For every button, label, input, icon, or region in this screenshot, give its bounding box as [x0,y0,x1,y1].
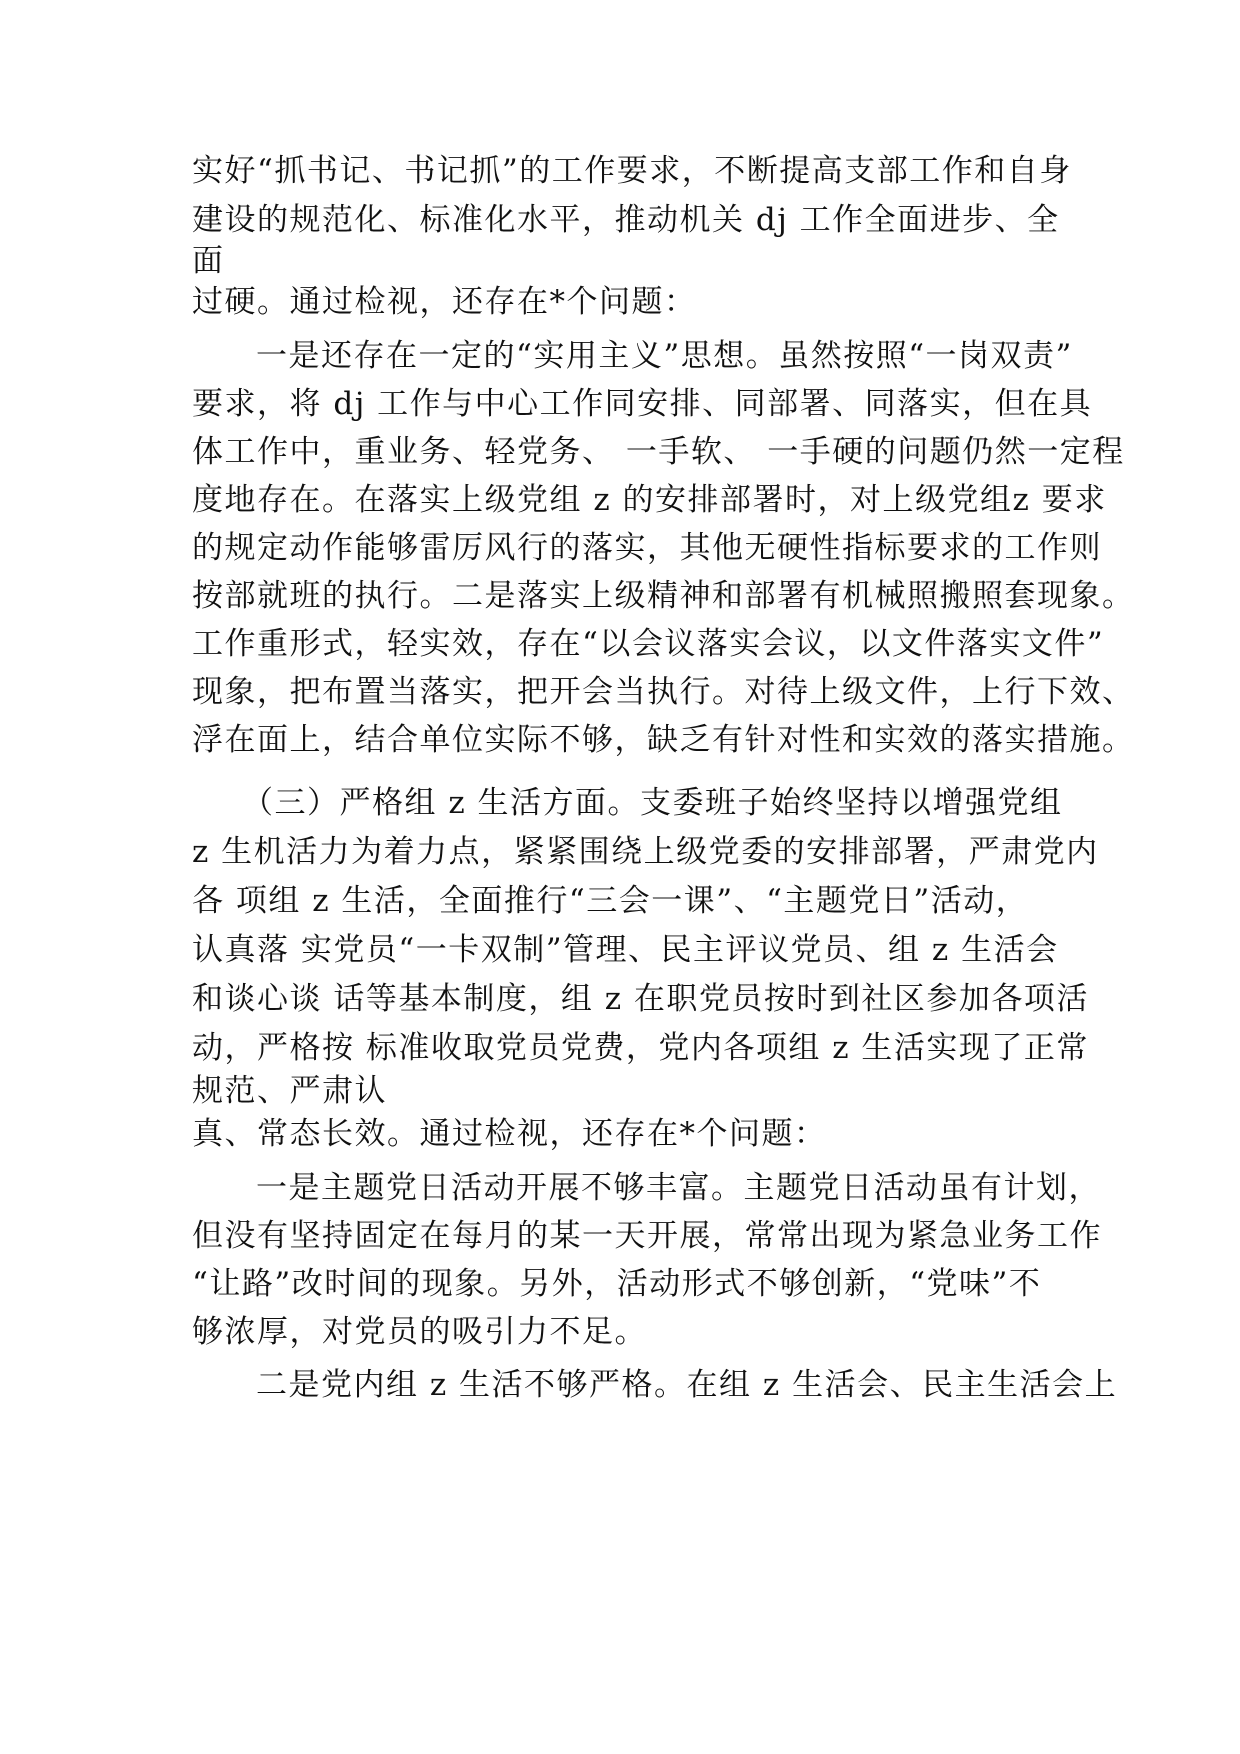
text-line: 建设的规范化、标准化水平，推动机关 dj 工作全面进步、全 [192,202,1060,238]
text-line: 按部就班的执行。二是落实上级精神和部署有机械照搬照套现象。 [192,578,1135,614]
text-line: 面 [192,243,225,279]
text-line: 现象，把布置当落实，把开会当执行。对待上级文件，上行下效、 [192,674,1135,710]
text-line: 过硬。通过检视，还存在*个问题： [192,284,697,320]
paragraph-first-line: 一是还存在一定的“实用主义”思想。虽然按照“一岗双责” [256,338,1073,374]
text-line: 规范、严肃认 [192,1073,387,1109]
text-line: 但没有坚持固定在每月的某一天开展，常常出现为紧急业务工作 [192,1218,1102,1254]
text-line: 浮在面上，结合单位实际不够，缺乏有针对性和实效的落实措施。 [192,722,1135,758]
text-line: 的规定动作能够雷厉风行的落实，其他无硬性指标要求的工作则 [192,530,1102,566]
text-line: 工作重形式，轻实效，存在“以会议落实会议，以文件落实文件” [192,626,1105,662]
text-line: 动，严格按 标准收取党员党费，党内各项组 z 生活实现了正常 [192,1030,1089,1066]
text-line: 和谈心谈 话等基本制度，组 z 在职党员按时到社区参加各项活 [192,981,1089,1017]
text-line: “让路”改时间的现象。另外，活动形式不够创新，“党味”不 [192,1266,1042,1302]
text-line: 度地存在。在落实上级党组 z 的安排部署时，对上级党组z 要求 [192,482,1107,518]
text-line: 要求，将 dj 工作与中心工作同安排、同部署、同落实，但在具 [192,386,1093,422]
section-heading-line: （三）严格组 z 生活方面。支委班子始终坚持以增强党组 [242,785,1063,821]
text-line: 够浓厚，对党员的吸引力不足。 [192,1314,647,1350]
text-line: 真、常态长效。通过检视，还存在*个问题： [192,1116,827,1152]
paragraph-first-line: 二是党内组 z 生活不够严格。在组 z 生活会、民主生活会上 [256,1367,1118,1403]
text-line: 认真落 实党员“一卡双制”管理、民主评议党员、组 z 生活会 [192,932,1059,968]
text-line: z 生机活力为着力点，紧紧围绕上级党委的安排部署，严肃党内 [192,834,1099,870]
text-line: 实好“抓书记、书记抓”的工作要求，不断提高支部工作和自身 [192,153,1072,189]
text-line: 体工作中，重业务、轻党务、 一手软、 一手硬的问题仍然一定程 [192,434,1125,470]
text-line: 各 项组 z 生活，全面推行“三会一课”、“主题党日”活动， [192,883,1029,919]
paragraph-first-line: 一是主题党日活动开展不够丰富。主题党日活动虽有计划， [256,1170,1101,1206]
